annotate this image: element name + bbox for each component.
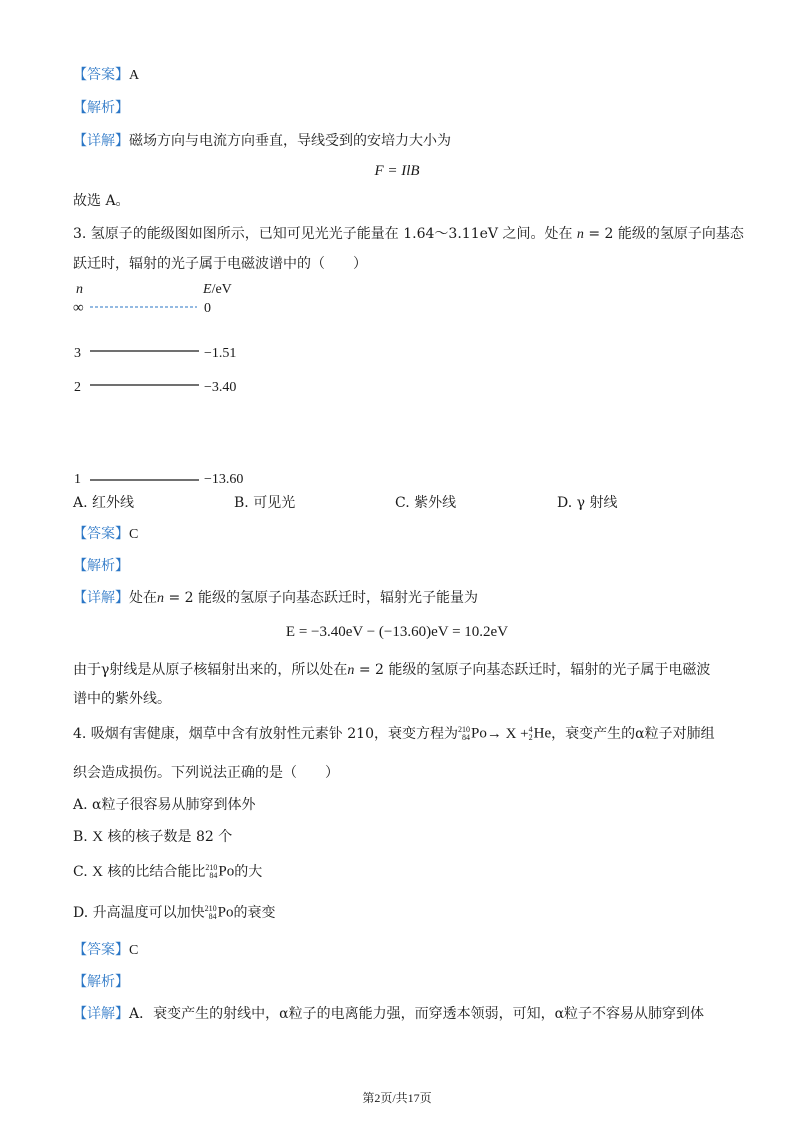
q3-detail-n: n [157,591,164,606]
q4-answer: C [129,943,139,958]
q3-explain-line2: 谱中的紫外线。 [73,691,171,707]
nuclide-po-210: 210 84 Po [204,904,234,921]
q3-option-c: C. 紫外线 [395,495,457,511]
q3-detail-text-b: = 2 能级的氢原子向基态跃迁时，辐射光子能量为 [168,590,478,606]
level-1-n: 1 [74,472,81,487]
q2-conclusion: 故选 A。 [73,193,130,209]
q2-answer-line [73,65,139,86]
level-inf-n: ∞ [73,300,84,316]
q3-explain-line1 [73,660,710,681]
q3-stem-line1 [73,224,744,245]
diagram-n-header: n [76,282,83,297]
q4-stem-line1 [73,724,715,744]
q3-explain-text-b: = 2 能级的氢原子向基态跃迁时，辐射的光子属于电磁波 [358,662,711,678]
q4-option-a: A. α粒子很容易从肺穿到体外 [73,797,256,813]
q3-answer: C [129,527,139,542]
diagram-e-header: E/eV [203,282,232,297]
nuclide-po-210: 210 84 Po [205,863,235,880]
analysis-tag: 【解析】 [73,974,129,990]
detail-tag: 【详解】 [73,133,129,149]
q3-stem-line2: 跃迁时，辐射的光子属于电磁波谱中的（ ） [73,256,367,272]
q2-formula: F = IlB [374,163,420,179]
level-3-n: 3 [74,346,81,361]
nucleus-x: X [92,829,104,845]
analysis-tag: 【解析】 [73,558,129,574]
q3-option-b: B. 可见光 [234,495,296,511]
q3-stem-n: n [576,227,584,242]
q4-analysis-line [73,972,129,992]
q2-detail-line [73,131,451,151]
q3-analysis-line [73,556,129,576]
level-3-energy: −1.51 [204,346,237,361]
analysis-tag: 【解析】 [73,100,129,116]
q4-stem-line2: 织会造成损伤。下列说法正确的是（ ） [73,765,339,781]
q3-stem-text-b: = 2 能级的氢原子向基态 [588,226,744,242]
q4-answer-line [73,940,138,961]
answer-tag: 【答案】 [73,942,129,958]
q3-formula-text: E = −3.40eV − (−13.60)eV = 10.2eV [285,624,509,640]
level-2-n: 2 [74,380,81,395]
q4-option-d: D. 升高温度可以加快 210 84 Po的衰变 [73,904,276,921]
q4-option-b: B. X 核的核子数是 82 个 [73,829,233,845]
page-footer: 第2页/共17页 [362,1091,432,1105]
detail-tag: 【详解】 [73,1006,129,1022]
level-inf-energy: 0 [204,301,211,316]
q4-stem-text-a: 4. 吸烟有害健康，烟草中含有放射性元素钋 210，衰变方程为 [73,726,458,742]
q2-detail-text: 磁场方向与电流方向垂直，导线受到的安培力大小为 [129,133,451,149]
q3-detail-line [73,588,478,609]
q3-option-d: D. γ 射线 [557,495,618,511]
q3-stem-text-a: 3. 氢原子的能级图如图所示，已知可见光光子能量在 1.64～3.11eV 之间。处在 [73,226,573,242]
answer-tag: 【答案】 [73,67,129,83]
decay-arrow: → X + [486,726,529,742]
q3-option-a: A. 红外线 [73,495,135,511]
q3-formula [0,622,794,642]
nuclide-he-4: 4 2 He [528,725,552,742]
q3-answer-line [73,524,138,545]
nucleus-x: X [92,864,103,880]
q3-explain-text-a: 由于γ射线是从原子核辐射出来的，所以处在 [73,662,348,678]
energy-level-diagram [0,276,794,487]
q2-analysis-line [73,98,129,118]
q4-detail-text: A．衰变产生的射线中，α粒子的电离能力强，而穿透本领弱，可知，α粒子不容易从肺穿到体 [129,1006,705,1022]
nuclide-po-210: 210 84 Po [457,725,487,742]
q3-detail-text-a: 处在 [129,590,157,606]
answer-tag: 【答案】 [73,526,129,542]
q4-option-c: C. X 核的比结合能比 210 84 Po的大 [73,863,263,880]
detail-tag: 【详解】 [73,590,129,606]
q2-answer: A [129,68,140,83]
q4-stem-text-b: ，衰变产生的α粒子对肺组 [551,726,715,742]
level-2-energy: −3.40 [204,380,237,395]
q3-explain-n: n [347,663,355,678]
q4-detail-line [73,1004,704,1024]
level-1-energy: −13.60 [204,472,244,487]
